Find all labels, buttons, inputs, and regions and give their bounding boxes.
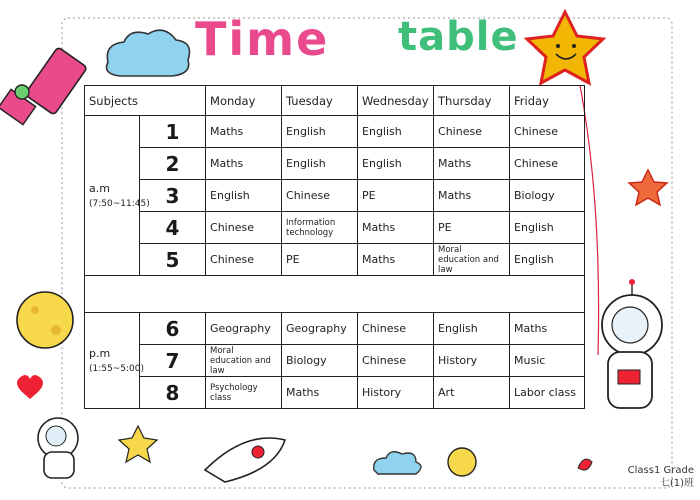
subject-cell: English (510, 212, 585, 244)
subject-cell: Geography (206, 313, 282, 345)
subject-cell: Maths (206, 148, 282, 180)
period-number: 6 (140, 313, 206, 345)
astronaut-icon (602, 279, 662, 408)
heart-icon (17, 375, 43, 399)
cloud-icon (107, 30, 190, 76)
break-cell (85, 276, 585, 313)
star-icon (119, 426, 157, 462)
subject-cell: Maths (358, 244, 434, 276)
subject-cell: Chinese (434, 116, 510, 148)
table-row (85, 148, 585, 180)
timetable (84, 85, 585, 409)
subject-cell: Maths (434, 148, 510, 180)
subject-cell: Maths (358, 212, 434, 244)
subject-cell: Biology (510, 180, 585, 212)
subject-cell: Moral education and law (434, 244, 510, 276)
pin-icon (578, 459, 592, 470)
subject-cell: Music (510, 345, 585, 377)
subject-cell: Information technology (282, 212, 358, 244)
subject-cell: PE (358, 180, 434, 212)
pm-label: p.m (89, 347, 111, 360)
star-icon (629, 170, 667, 205)
table-row (85, 116, 585, 148)
pm-time: (1:55~5:00) (89, 364, 144, 374)
table-row (85, 212, 585, 244)
subject-cell: Art (434, 377, 510, 409)
am-time: (7:50~11:45) (89, 199, 150, 209)
subject-cell: English (434, 313, 510, 345)
subject-cell: English (206, 180, 282, 212)
class-note-line2: 七(1)班 (659, 478, 694, 489)
subject-cell: Chinese (282, 180, 358, 212)
subject-cell: History (434, 345, 510, 377)
class-note-line1: Class1 Grade (627, 465, 694, 476)
planet-icon (17, 292, 73, 348)
satellite-icon (0, 47, 87, 125)
period-number: 5 (140, 244, 206, 276)
table-row (85, 180, 585, 212)
astronaut-icon (38, 418, 78, 478)
subject-cell: English (282, 148, 358, 180)
subject-cell: Biology (282, 345, 358, 377)
header-day: Tuesday (282, 86, 358, 116)
title-table: table (398, 14, 519, 60)
subject-cell: Chinese (510, 148, 585, 180)
table-row (85, 313, 585, 345)
subject-cell: Chinese (358, 313, 434, 345)
subject-cell: Maths (510, 313, 585, 345)
title-time: Time (195, 12, 330, 66)
subject-cell: English (358, 116, 434, 148)
subject-cell: Chinese (206, 212, 282, 244)
subject-cell: Maths (282, 377, 358, 409)
header-subjects: Subjects (85, 86, 206, 116)
subject-cell: Maths (434, 180, 510, 212)
subject-cell: Geography (282, 313, 358, 345)
rocket-icon (205, 438, 285, 482)
planet-icon (448, 448, 476, 476)
subject-cell: History (358, 377, 434, 409)
pm-period (85, 313, 144, 409)
header-row (85, 86, 585, 116)
subject-cell: Maths (206, 116, 282, 148)
period-number: 8 (140, 377, 206, 409)
am-label: a.m (89, 182, 110, 195)
break-row (85, 276, 585, 313)
period-number: 1 (140, 116, 206, 148)
period-number: 4 (140, 212, 206, 244)
table-row (85, 244, 585, 276)
am-period (85, 116, 150, 276)
subject-cell: Moral education and law (206, 345, 282, 377)
period-number: 7 (140, 345, 206, 377)
subject-cell: PE (282, 244, 358, 276)
table-row (85, 345, 585, 377)
header-day: Wednesday (358, 86, 434, 116)
subject-cell: English (282, 116, 358, 148)
subject-cell: Chinese (206, 244, 282, 276)
subject-cell: Psychology class (206, 377, 282, 409)
header-day: Thursday (434, 86, 510, 116)
header-day: Friday (510, 86, 585, 116)
table-row (85, 377, 585, 409)
subject-cell: Chinese (358, 345, 434, 377)
header-day: Monday (206, 86, 282, 116)
subject-cell: English (358, 148, 434, 180)
subject-cell: English (510, 244, 585, 276)
subject-cell: Labor class (510, 377, 585, 409)
subject-cell: Chinese (510, 116, 585, 148)
period-number: 2 (140, 148, 206, 180)
class-note (628, 464, 694, 490)
period-number: 3 (140, 180, 206, 212)
subject-cell: PE (434, 212, 510, 244)
cloud-icon (374, 452, 421, 474)
